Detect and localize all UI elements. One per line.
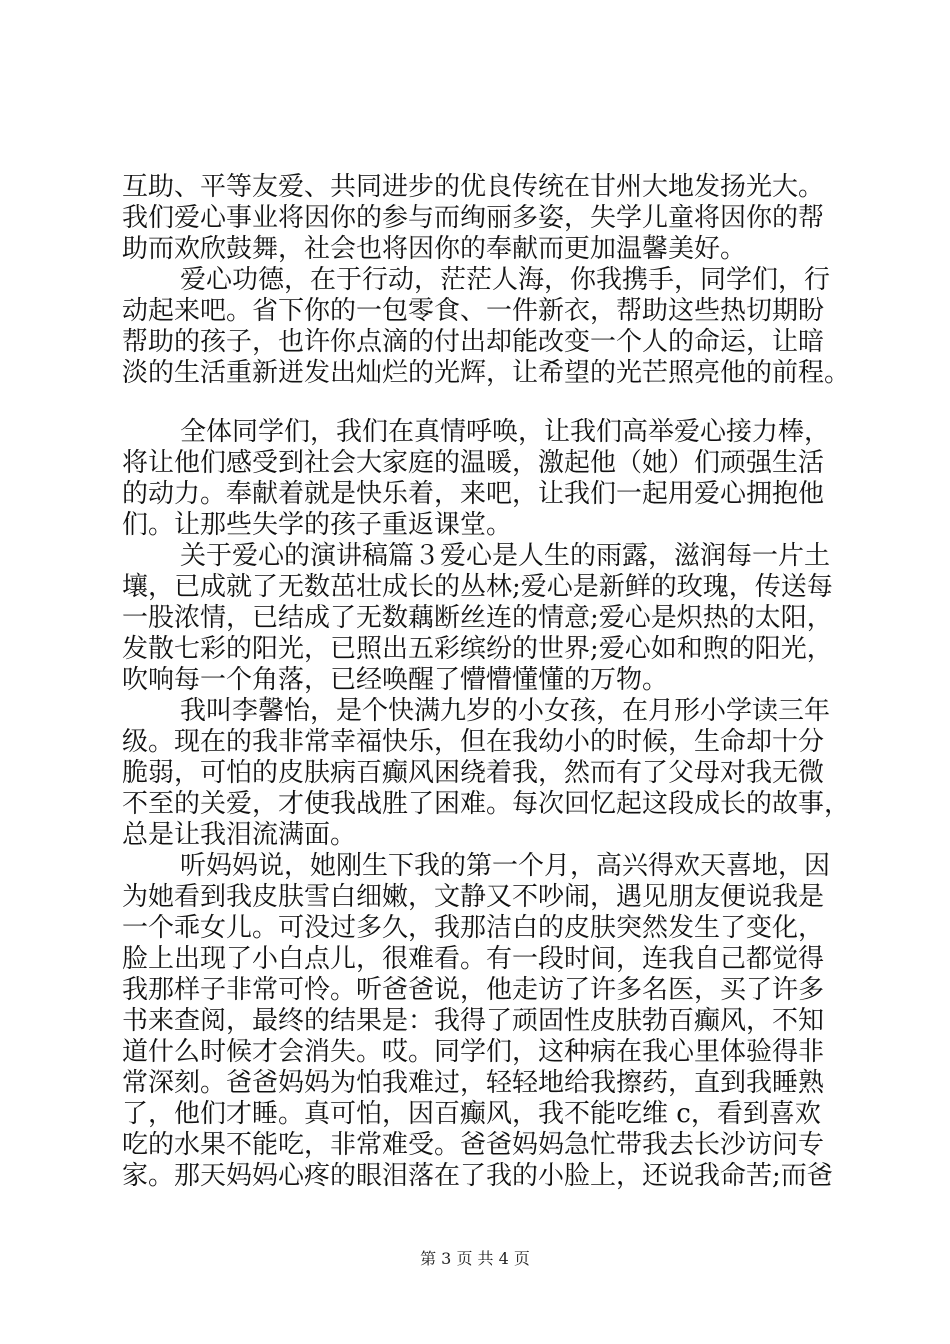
text-line: 一股浓情，已结成了无数藕断丝连的情意;爱心是炽热的太阳， [122,603,833,633]
text-line: 家。那天妈妈心疼的眼泪落在了我的小脸上，还说我命苦;而爸 [122,1161,833,1191]
text-line: 一个乖女儿。可没过多久，我那洁白的皮肤突然发生了变化， [122,913,825,943]
text-line: 常深刻。爸爸妈妈为怕我难过，轻轻地给我擦药，直到我睡熟 [122,1068,825,1098]
paragraph-start-line: 听妈妈说，她刚生下我的第一个月，高兴得欢天喜地，因 [180,851,831,881]
text-line: 的动力。奉献着就是快乐着，来吧，让我们一起用爱心拥抱他 [122,479,825,509]
text-line: 我们爱心事业将因你的参与而绚丽多姿，失学儿童将因你的帮 [122,203,825,233]
text-line: 淡的生活重新迸发出灿烂的光辉，让希望的光芒照亮他的前程。 [122,358,851,388]
text-line: 道什么时候才会消失。哎。同学们，这种病在我心里体验得非 [122,1037,825,1067]
text-line: 们。让那些失学的孩子重返课堂。 [122,510,513,540]
body-text [122,172,851,1192]
text-line: 了，他们才睡。真可怕，因百癫风，我不能吃维 c，看到喜欢 [122,1099,821,1129]
text-line: 将让他们感受到社会大家庭的温暖，激起他（她）们顽强生活 [122,448,825,478]
text-line: 脆弱，可怕的皮肤病百癫风困绕着我，然而有了父母对我无微 [122,758,825,788]
paragraph-start-line: 全体同学们，我们在真情呼唤，让我们高举爱心接力棒， [180,417,831,447]
text-line: 互助、平等友爱、共同进步的优良传统在甘州大地发扬光大。 [122,172,825,202]
text-line: 脸上出现了小白点儿，很难看。有一段时间，连我自己都觉得 [122,944,825,974]
page-number-footer: 第 3 页 共 4 页 [420,1249,530,1268]
paragraph-gap [122,389,842,417]
text-line: 我那样子非常可怜。听爸爸说，他走访了许多名医，买了许多 [122,975,825,1005]
paragraph-start-line: 关于爱心的演讲稿篇３爱心是人生的雨露，滋润每一片土 [180,541,831,571]
text-line: 助而欢欣鼓舞，社会也将因你的奉献而更加温馨美好。 [122,234,747,264]
text-line: 吹响每一个角落，已经唤醒了懵懵懂懂的万物。 [122,665,669,695]
text-line: 壤，已成就了无数茁壮成长的丛林;爱心是新鲜的玫瑰，传送每 [122,572,833,602]
text-line: 总是让我泪流满面。 [122,820,357,850]
text-line: 吃的水果不能吃，非常难受。爸爸妈妈急忙带我去长沙访问专 [122,1130,825,1160]
paragraph-start-line: 我叫李馨怡，是个快满九岁的小女孩，在月形小学读三年 [180,696,831,726]
text-line: 动起来吧。省下你的一包零食、一件新衣，帮助这些热切期盼 [122,296,825,326]
text-line: 级。现在的我非常幸福快乐，但在我幼小的时候，生命却十分 [122,727,825,757]
text-line: 为她看到我皮肤雪白细嫩，文静又不吵闹，遇见朋友便说我是 [122,882,825,912]
text-line: 书来查阅，最终的结果是：我得了顽固性皮肤勃百癫风，不知 [122,1006,825,1036]
text-line: 不至的关爱，才使我战胜了困难。每次回忆起这段成长的故事， [122,789,851,819]
text-line: 发散七彩的阳光，已照出五彩缤纷的世界;爱心如和煦的阳光， [122,634,833,664]
paragraph-start-line: 爱心功德，在于行动，茫茫人海，你我携手，同学们，行 [180,265,831,295]
text-line: 帮助的孩子，也许你点滴的付出却能改变一个人的命运，让暗 [122,327,825,357]
